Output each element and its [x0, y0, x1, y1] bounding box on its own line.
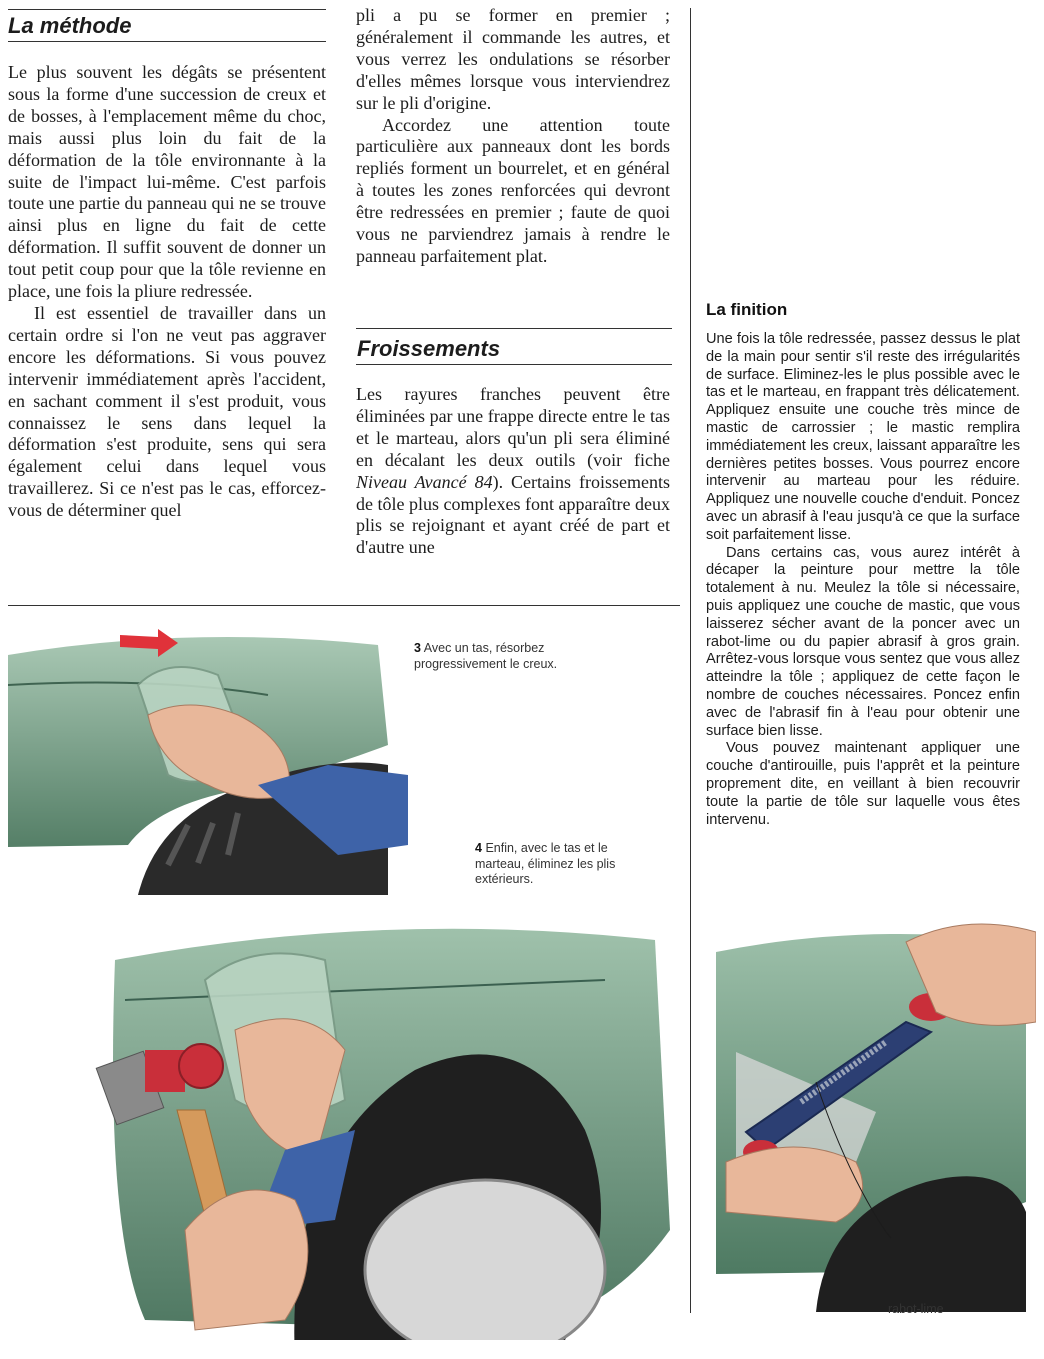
caption-4	[475, 841, 635, 888]
hand-icon	[185, 1190, 308, 1330]
heading-la-methode: La méthode	[8, 13, 132, 38]
illustration-4-tas-marteau	[85, 900, 680, 1340]
caption-3	[414, 641, 574, 672]
methode-column-1	[8, 62, 326, 582]
heading-la-finition: La finition	[706, 300, 788, 319]
caption-4-text: Enfin, avec le tas et le marteau, éliminez les plis extérieurs.	[475, 841, 616, 886]
column-divider	[690, 8, 691, 1313]
finition-paragraph-2: Dans certains cas, vous aurez intérêt à décaper la peinture pour mettre la tôle totalement à nu. Meulez la tôle si nécessaire, puis appliquez une couche de mastic, que vous laisserez sécher avant de la poncer avec un rabot-lime ou du papier abrasif à gros grain. Arrêtez-vous lorsque vous sentez que vous allez atteindre la tôle ; appliquez de cette façon le nombre de couches nécessaires. Poncez enfin avec de l'abrasif fin à l'eau pour obtenir une surface bien lisse.	[706, 544, 1020, 739]
hand-icon	[726, 1147, 863, 1222]
caption-4-number: 4	[475, 841, 482, 855]
finition-paragraph-1: Une fois la tôle redressée, passez dessus le plat de la main pour sentir s'il reste des irrégularités de surface. Eliminez-les le plus possible avec le tas et le marteau, en frappant très délicatement. Appliquez ensuite une couche très mince de mastic de carrossier ; le mastic remplira immédiatement les creux, laissant apparaître les dernières petites bosses. Vous pourrez encore intervenir au marteau pour les réduire. Appliquez une nouvelle couche d'enduit. Poncez avec un abrasif à l'eau jusqu'à ce que la surface soit parfaitement lisse.	[706, 331, 1020, 543]
froissements-column	[356, 384, 670, 582]
wheel-cover	[365, 1180, 605, 1340]
finition-paragraph-3: Vous pouvez maintenant appliquer une couche d'antirouille, puis l'apprêt et la peinture proprement dite, en veillant à bien recouvrir toute la partie de tôle sur laquelle vous êtes intervenu.	[706, 740, 1020, 828]
methode-column-2	[356, 5, 670, 310]
froissements-text-b: ). Certains froissements de tôle plus complexes font apparaître deux plis se rejoignant et ayant créé de part et d'autre une	[356, 471, 670, 558]
hammer-face	[179, 1044, 223, 1088]
finition-column	[706, 331, 1020, 881]
methode-paragraph-2: Il est essentiel de travailler dans un certain ordre si l'on ne veut pas aggraver encore les déformations. Si vous pouvez intervenir immédiatement après l'accident, en sachant comment il s'est produit, vous connaissez le sens dans lequel la déformation s'est produite, sens qui sera également celui dans lequel vous travaillerez. Si ce n'est pas le cas, efforcez-vous de déterminer quel	[8, 302, 326, 521]
illustration-3-tas-creux	[8, 615, 408, 895]
rule-froissements-bottom	[356, 364, 672, 365]
methode-paragraph-2-continued: pli a pu se former en premier ; généralement il commande les autres, et vous verrez les ondulations se résorber d'elles mêmes lorsque vous interviendrez sur le pli d'origine.	[356, 5, 670, 113]
froissements-reference: Niveau Avancé 84	[356, 471, 493, 492]
rule-methode-bottom	[8, 41, 326, 42]
caption-3-text: Avec un tas, résorbez progressivement le creux.	[414, 641, 558, 671]
rule-methode-top	[8, 9, 326, 10]
rule-illustrations	[8, 605, 680, 606]
methode-paragraph-1: Le plus souvent les dégâts se présentent sous la forme d'une succession de creux et de bosses, à l'emplacement même du choc, mais aussi plus loin du fait de la déformation de la tôle environnante à la suite de l'impact lui-même. C'est parfois toute une partie du panneau qui ne se trouve ainsi plus en ligne du fait de cette déformation. Il suffit souvent de donner un tout petit coup pour que la tôle revienne en place, une fois la pliure redressée.	[8, 62, 326, 302]
methode-paragraph-3: Accordez une attention toute particulière aux panneaux dont les bords repliés forment un bourrelet, et en général à toutes les zones renforcées qui devront être redressées en premier ; faute de quoi vous ne parviendrez jamais à rendre le panneau parfaitement plat.	[356, 114, 670, 266]
froissements-paragraph-1	[356, 384, 670, 559]
froissements-text-a: Les rayures franches peuvent être éliminées par une frappe directe entre le tas et le marteau, alors qu'un pli sera éliminé en décalant les deux outils (voir fiche	[356, 384, 670, 470]
label-rabot-lime: rabot-lime	[888, 1302, 944, 1316]
heading-froissements: Froissements	[357, 336, 501, 361]
rule-froissements-top	[356, 328, 672, 329]
illustration-rabot-lime	[706, 912, 1036, 1312]
caption-3-number: 3	[414, 641, 421, 655]
